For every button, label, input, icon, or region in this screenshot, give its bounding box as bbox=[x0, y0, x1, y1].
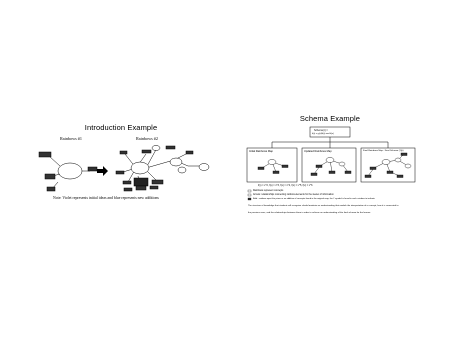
schema-formula: f(x) = x^2, f(x) = x^3, f(x) = x^4, f(x) = x^5, f(x) = x^6 bbox=[258, 184, 313, 187]
rainbows-2-label: Rainbows #2 bbox=[136, 136, 158, 141]
schema-footer-line: the previous ones, and the relationships between them in order to achieve an understanding of the final schema for the learner. bbox=[248, 211, 371, 214]
concept-map-1 bbox=[39, 152, 97, 191]
panel-updated-label: Updated Rainbows Map bbox=[304, 150, 332, 153]
schema-diagram bbox=[240, 110, 420, 220]
concept-map-diagram bbox=[28, 110, 214, 210]
rainbows-1-label: Rainbows #1 bbox=[60, 136, 82, 141]
slide-schema-example bbox=[240, 110, 420, 220]
schema-top-box-line1: Schema (t) = bbox=[314, 129, 328, 132]
color-note: Note: Violet represents initial ideas and blue represents new additions bbox=[53, 196, 159, 200]
legend-item: Bold - rainbow apart the prime or an addition of concepts found in the original map; the 't' symbol is found in each rainbow to indicate bbox=[253, 197, 375, 200]
transition-arrow bbox=[97, 166, 108, 176]
legend-item: Rainbows represent concepts bbox=[253, 189, 284, 192]
schema-top-box-line2: f(x) = g(x)/f(x) and h(x) bbox=[312, 132, 334, 135]
schema-footer-line: The structure of knowledge that students will recognize should maintain an understanding that models the interpretation of a concept, how it is connected to bbox=[248, 205, 399, 207]
panel-final-label: Final Rainbows Map - Final Schema (1)(t) bbox=[363, 150, 404, 152]
slide-title-schema: Schema Example bbox=[299, 114, 361, 123]
concept-map-2 bbox=[116, 146, 209, 192]
panel-initial-label: Initial Rainbows Map bbox=[249, 150, 273, 153]
legend-item: Arrows: relationships connecting rainbow elements for the viewer of information bbox=[253, 193, 334, 196]
slide-title-introduction: Introduction Example bbox=[84, 123, 158, 132]
slide-introduction-example bbox=[28, 110, 214, 210]
